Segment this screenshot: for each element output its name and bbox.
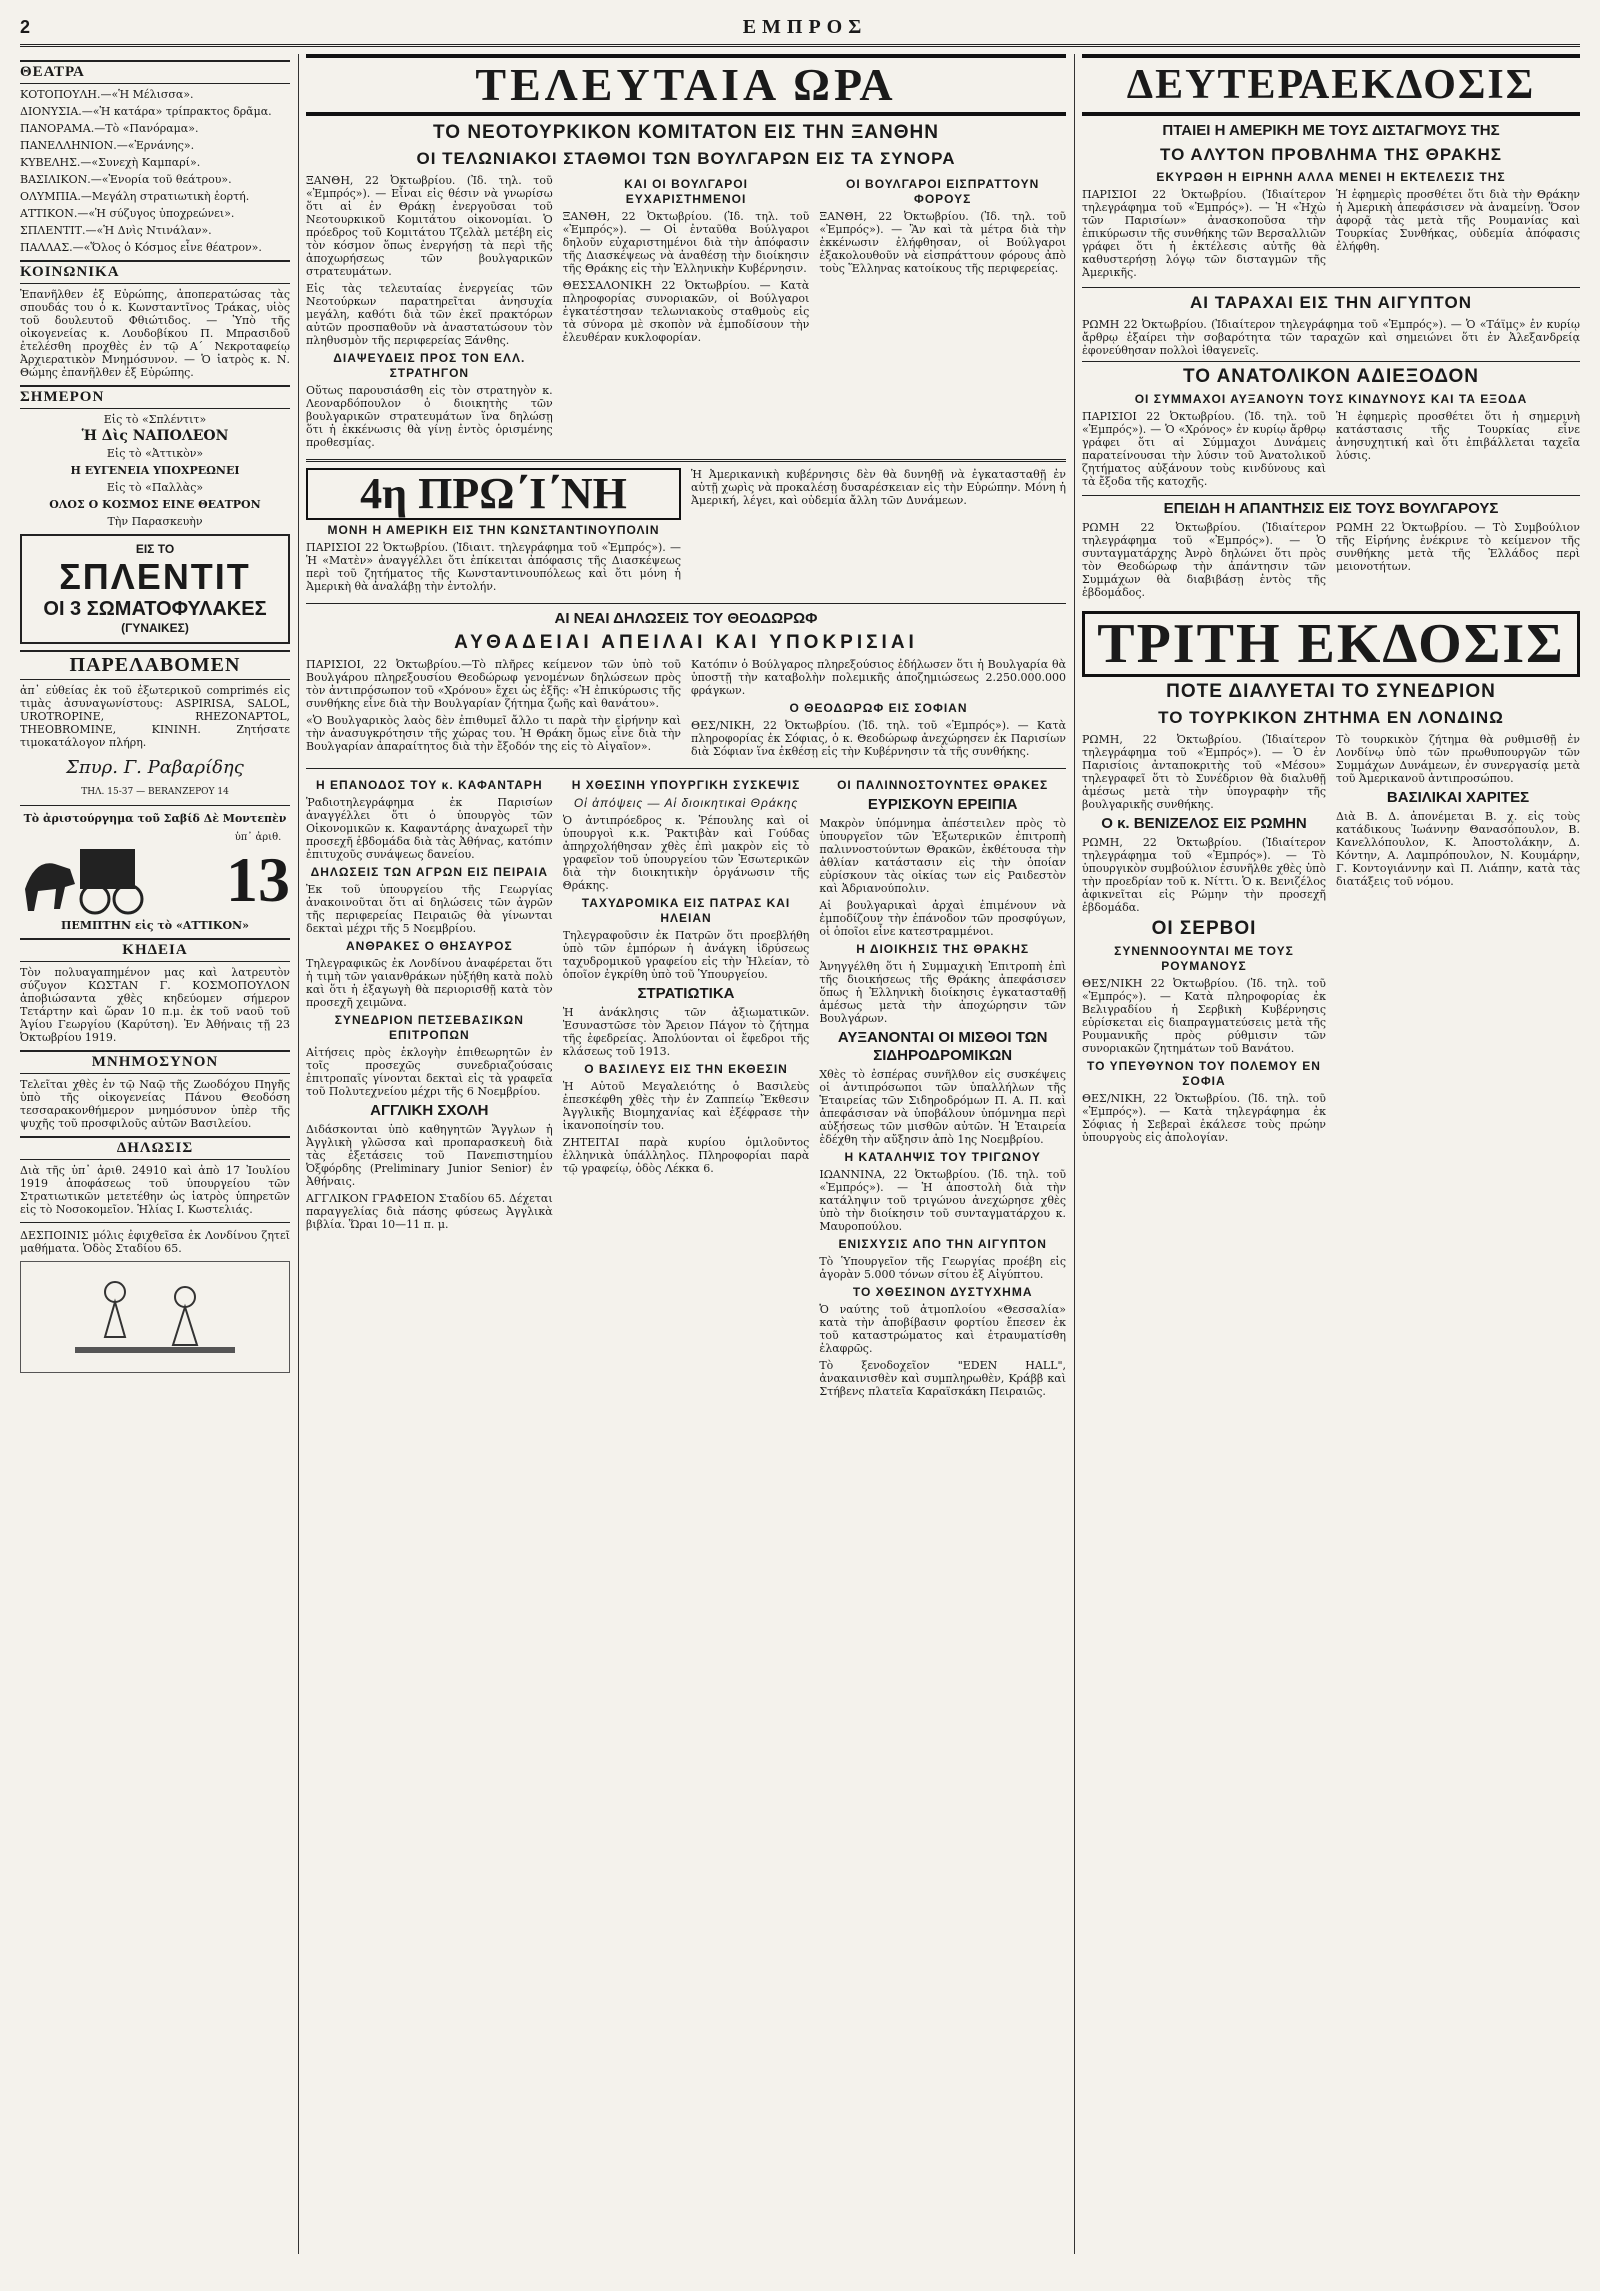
col-a <box>1082 733 1326 1148</box>
morning-block <box>306 468 681 597</box>
royal-pardons-subhead: ΒΑΣΙΛΙΚΑΙ ΧΑΡΙΤΕΣ <box>1386 789 1530 806</box>
paragraph: Τηλεγραφοῦσιν ἐκ Πατρῶν ὅτι προεβλήθη ὑπὸ τῶν ἐμπόρων ἡ ἀνάγκη ἱδρύσεως ταχυδρομικοῦ γραφείου εἰς τὴν Ἠλείαν, τὸ ὁποῖον ἐγκρίθη ὑπὸ τοῦ Ὑπουργείου. <box>562 929 810 981</box>
paragraph: ΘΕΣ/ΝΙΚΗ, 22 Ὀκτωβρίου. (Ἰδ. τηλ. τοῦ «Ἐμπρός»). — Κατὰ πληροφορίας ἐκ Σόφιας, ὁ κ. Θεοδώρωφ ἀνεχώρησεν ἐκ Παρισίων διὰ Σόφιαν ἵνα ἐκθέσῃ εἰς τὴν Κυβέρνησιν τὰ τῆς συνθήκης. <box>691 719 1066 758</box>
paragraph: ΘΕΣ/ΝΙΚΗ 22 Ὀκτωβρίου. (Ἰδ. τηλ. τοῦ «Ἐμπρός»). — Κατὰ πληροφορίας ἐκ Βελιγραδίου ἡ Σερβικὴ Κυβέρνησις εὑρίσκεται εἰς διαπραγματεύσεις μετὰ τῆς Ρουμανικῆς πρὸς ρύθμισιν τῶν συνοριακῶν ζητημάτων τοῦ Βανάτου. <box>1082 977 1326 1055</box>
theodorov-title: ΑΙ ΝΕΑΙ ΔΗΛΩΣΕΙΣ ΤΟΥ ΘΕΟΔΩΡΩΦ <box>554 610 818 627</box>
paragraph: ΠΑΡΙΣΙΟΙ 22 Ὀκτωβρίου. (Ἰδ. τηλ. τοῦ «Ἐμπρός»). — Ὁ «Χρόνος» ἐν κυρίῳ ἄρθρῳ γράφει ὅτι αἱ Σύμμαχοι Δυνάμεις παρατείνουσαι τὴν λύσιν τοῦ Ἀνατολικοῦ ζητήματος αὐξάνουν τοὺς κινδύνους καὶ τὰ ἔξοδα τῆς κατοχῆς. <box>1082 410 1326 488</box>
east-body <box>1082 410 1580 492</box>
paragraph: ΠΑΡΙΣΙΟΙ, 22 Ὀκτωβρίου.—Τὸ πλῆρες κείμενον τῶν ὑπὸ τοῦ Βουλγάρου πληρεξουσίου Θεοδώρωφ γενομένων δηλώσεων πρὸς τὸν ἀντιπρόσωπον τοῦ «Χρόνου» ἔχει ὡς ἑξῆς: «Ἡ ἐπικύρωσις τῆς συνθήκης εἶνε διὰ τὴν Βουλγαρίαν ζήτημα ζωῆς καὶ θανάτου». <box>306 658 681 710</box>
reply-subhead: ΕΠΕΙΔΗ Η ΑΠΑΝΤΗΣΙΣ ΕΙΣ ΤΟΥΣ ΒΟΥΛΓΑΡΟΥΣ <box>1082 495 1580 518</box>
paragraph: Οὕτως παρουσιάσθη εἰς τὸν στρατηγὸν κ. Λεοναρδόπουλον ὁ διοικητὴς τῶν βουλγαρικῶν στρατευμάτων ἵνα δηλώσῃ ὅτι ἡ ἐκκένωσις θὰ γίνῃ ἐντὸς ὁρισμένης προθεσμίας. <box>306 384 553 449</box>
accident-subhead: ΤΟ ΧΘΕΣΙΝΟΝ ΔΥΣΤΥΧΗΜΑ <box>852 1285 1033 1299</box>
theatres-title: ΘΕΑΤΡΑ <box>20 60 290 84</box>
paragraph: ΡΩΜΗ 22 Ὀκτωβρίου. (Ἰδιαίτερον τηλεγράφημα τοῦ «Ἐμπρός»). — Ὁ συνταγματάρχης Ἀνρὸ δηλώνει ὅτι πρὸς τὸν Θεοδώρωφ τὴν ἀπάντησιν τῶν Συμμάχων θὰ διαβιβάσῃ ἐντὸς τῆς ἑβδομάδος. <box>1082 521 1326 599</box>
kafantaris-subhead: Η ΕΠΑΝΟΔΟΣ ΤΟΥ κ. ΚΑΦΑΝΤΑΡΗ <box>316 778 543 792</box>
col-b <box>691 658 1066 762</box>
king-exhibition-subhead: Ο ΒΑΣΙΛΕΥΣ ΕΙΣ ΤΗΝ ΕΚΘΕΣΙΝ <box>584 1062 788 1076</box>
theatre-line: ΚΥΒΕΛΗΣ.—«Συνεχὴ Καμπαρί». <box>20 156 201 169</box>
theatre-line: ΚΟΤΟΠΟΥΛΗ.—«Ἡ Μέλισσα». <box>20 88 194 101</box>
social-text: Ἐπανῆλθεν ἐξ Εὐρώπης, ἀποπερατώσας τὰς σπουδάς του ὁ κ. Κωνσταντῖνος Τράκας, υἱὸς τοῦ δουλευτοῦ Φθιώτιδος. — Ὑπὸ τῆς οἰκογενείας κ. Λουδοβίκου Π. Μπρασιδοῦ ἐτελέσθη προχθὲς ἐν τῷ Α΄ Νεκροταφείῳ Ἀρχιερατικὸν Μνημόσυνον. — Ὁ ἰατρὸς κ. Ν. Θώμης ἐπανῆλθεν ἐξ Εὐρώπης. <box>20 288 290 379</box>
paragraph: Τὸ Ὑπουργεῖον τῆς Γεωργίας προέβη εἰς ἀγορὰν 5.000 τόνων σίτου ἐξ Αἰγύπτου. <box>819 1255 1066 1281</box>
divider <box>306 603 1066 604</box>
divider <box>306 768 1066 769</box>
paragraph: Ὁ ναύτης τοῦ ἀτμοπλοίου «Θεσσαλία» κατὰ τὴν ἀποβίβασιν φορτίου ἔπεσεν ἐκ τοῦ καταστρώματος καὶ ἐτραυματίσθη ἐλαφρῶς. <box>819 1303 1066 1355</box>
thrace-admin-subhead: Η ΔΙΟΙΚΗΣΙΣ ΤΗΣ ΘΡΑΚΗΣ <box>856 942 1030 956</box>
egypt-aid-subhead: ΕΝΙΣΧΥΣΙΣ ΑΠΟ ΤΗΝ ΑΙΓΥΠΤΟΝ <box>838 1237 1047 1251</box>
paragraph: Ὁ ἀντιπρόεδρος κ. Ῥέπουλης καὶ οἱ ὑπουργοὶ κ.κ. Ῥακτιβὰν καὶ Γούδας ἀπηρχολήθησαν χθὲς ἐπὶ μακρὸν εἰς τὸ γραφεῖον τοῦ ὑπουργείου τῶν Ἐσωτερικῶν διὰ τὴν διοικητικὴν ὀργάνωσιν τῆς Θράκης. <box>562 814 810 892</box>
morning-row <box>306 468 1066 597</box>
turkish-question-subhead: ΤΟ ΤΟΥΡΚΙΚΟΝ ΖΗΤΗΜΑ ΕΝ ΛΟΝΔΙΝΩ <box>1158 708 1504 727</box>
attikon-line: ΠΕΜΠΤΗΝ εἰς τὸ «ΑΤΤΙΚΟΝ» <box>61 919 249 932</box>
paragraph: Χθὲς τὸ ἐσπέρας συνῆλθον εἰς συσκέψεις οἱ ἀντιπρόσωποι τῶν ὑπαλλήλων τῆς Ἑταιρείας τῶν Σιδηροδρόμων Π. Α. Π. καὶ ἀπεφάσισαν νὰ ὑποβάλουν ὑπόμνημα περὶ αὐξήσεως τῶν μισθῶν αὐτῶν. Ἡ Ἑταιρεία ἐδέχθη τὴν αὔξησιν ἀπὸ 1ης Νοεμβρίου. <box>819 1068 1066 1146</box>
splendid-big: ΣΠΛΕΝΤΙΤ <box>59 556 251 597</box>
third-edition-headline: ΤΡΙΤΗ ΕΚΔΟΣΙΣ <box>1082 611 1580 677</box>
left-column <box>20 54 290 2274</box>
morning-cont <box>691 468 1066 597</box>
paragraph: ΘΕΣΣΑΛΟΝΙΚΗ 22 Ὀκτωβρίου. — Κατὰ πληροφορίας συνοριακῶν, οἱ Βούλγαροι ἐγκατέστησαν τελωνιακοὺς σταθμοὺς εἰς τὰ σύνορα μὲ σκοπὸν νὰ ἐμποδίσουν τὴν ἐλευθέραν κυκλοφορίαν. <box>562 279 810 344</box>
committee-subhead: ΣΥΝΕΔΡΙΟΝ ΠΕΤΣΕΒΑΣΙΚΩΝ ΕΠΙΤΡΟΠΩΝ <box>334 1013 524 1042</box>
paragraph: Διδάσκονται ὑπὸ καθηγητῶν Ἄγγλων ἡ Ἀγγλικὴ γλῶσσα καὶ προπαρασκευὴ διὰ τὰς ἐξετάσεις τοῦ Πανεπιστημίου Ὀξφόρδης (Preliminary Junior Senior) ἐν Ἀθήναις. <box>306 1123 553 1188</box>
splendid-ad <box>20 534 290 644</box>
third-body <box>1082 733 1580 1148</box>
newspaper-name: ΕΜΠΡΟΣ <box>742 15 868 38</box>
theatre-line: ΣΠΛΕΝΤΙΤ.—«Ἡ Δνὶς Ντινάλαν». <box>20 224 212 237</box>
today-line: Εἰς τὸ «Ἀττικὸν» <box>106 447 204 460</box>
wire-subhead: ΔΙΑΨΕΥΔΕΙΣ ΠΡΟΣ ΤΟΝ ΕΛΛ. ΣΤΡΑΤΗΓΟΝ <box>333 351 526 380</box>
paragraph: ΖΗΤΕΙΤΑΙ παρὰ κυρίου ὁμιλοῦντος ἑλληνικὰ ὑπάλληλος. Πληροφορίαι παρὰ τῷ γραφείῳ, ὁδὸς Λέκκα 6. <box>562 1136 810 1175</box>
paragraph: Τὸ ξενοδοχεῖον "EDEN HALL", ἀνακαινισθὲν καὶ συμπληρωθὲν, Κράββ καὶ Στήβενς πλατεῖα Καραϊσκάκη Πειραιῶς. <box>819 1359 1066 1398</box>
theatre-line: ΠΑΛΛΑΣ.—«Ὅλος ὁ Κόσμος εἶνε θέατρον». <box>20 241 262 254</box>
triangle-subhead: Η ΚΑΤΑΛΗΨΙΣ ΤΟΥ ΤΡΙΓΩΝΟΥ <box>844 1150 1041 1164</box>
paragraph: Ἡ ἐφημερὶς προσθέτει ὅτι διὰ τὴν Θράκην ἡ Ἀμερικὴ ἀπεφάσισεν νὰ ἀναμείνῃ. Ὅσον ἀφορᾷ τὰς μετὰ τῆς Ρουμανίας καὶ Τουρκίας Συνθήκας, οὐδεμία ἀπόφασις ἐλήφθη. <box>1336 188 1580 253</box>
customs-subhead: ΟΙ ΤΕΛΩΝΙΑΚΟΙ ΣΤΑΘΜΟΙ ΤΩΝ ΒΟΥΛΓΑΡΩΝ ΕΙΣ ΤΑ ΣΥΝΟΡΑ <box>416 149 956 168</box>
paragraph: ΞΑΝΘΗ, 22 Ὀκτωβρίου. (Ἰδ. τηλ. τοῦ «Ἐμπρός»). — Εἶναι εἰς θέσιν νὰ γνωρίσω ὅτι αἱ ἐν Θράκῃ ἐνεργοῦσαι τοῦ Νεοτουρκικοῦ Κομιτάτου οἰκονομίαι. Ὁ πρόεδρος τοῦ Κομιτάτου Τζελὰλ μετέβη εἰς τὸν κόσμον ὅπως ἐνεργήσῃ τὰ περὶ τῆς ἀποχωρήσεως τῶν βουλγαρικῶν στρατευμάτων. <box>306 174 553 278</box>
paragraph: ΙΩΑΝΝΙΝΑ, 22 Ὀκτωβρίου. (Ἰδ. τηλ. τοῦ «Ἐμπρός»). — Ἡ ἀποστολὴ διὰ τὴν κατάληψιν τοῦ τριγώνου ἀνεχώρησε χθὲς ὑπὸ τὴν διοίκησιν τοῦ συνταγματάρχου κ. Μαυροπούλου. <box>819 1168 1066 1233</box>
number-caption: ὑπ᾽ ἀριθ. <box>234 831 282 843</box>
theodorov-sofia-subhead: Ο ΘΕΟΔΩΡΩΦ ΕΙΣ ΣΟΦΙΑΝ <box>789 701 968 715</box>
english-school-subhead: ΑΓΓΛΙΚΗ ΣΧΟΛΗ <box>370 1102 489 1119</box>
eastern-deadlock-subhead: ΤΟ ΑΝΑΤΟΛΙΚΟΝ ΑΔΙΕΞΟΔΟΝ <box>1082 361 1580 388</box>
cabinet-sub: Οἱ ἀπόψεις — Αἱ διοικητικαὶ Θράκης <box>573 796 799 810</box>
paragraph: Ἡ ἀνάκλησις τῶν ἀξιωματικῶν. Ἐσυναστῶσε τὸν Ἄρειον Πάγον τὸ ζήτημα τῆς ἐφεδρείας. Ἀπολύονται οἱ ἔφεδροι τῆς κλάσεως τοῦ 1913. <box>562 1006 810 1058</box>
last-hour-headline: ΤΕΛΕΥΤΑΙΑ ΩΡΑ <box>306 54 1066 116</box>
children-drawing-icon <box>55 1267 255 1367</box>
memorial-text: Τελεῖται χθὲς ἐν τῷ Ναῷ τῆς Ζωοδόχου Πηγῆς ὑπὸ τῆς οἰκογενείας Πάνου Θεοδόση τεσσαρακονθήμερον μνημόσυνον ὑπὲρ τῆς ψυχῆς τοῦ προσφιλοῦς αὐτῶν Βασιλείου. <box>20 1078 290 1130</box>
venizelos-subhead: Ο κ. ΒΕΝΙΖΕΛΟΣ ΕΙΣ ΡΩΜΗΝ <box>1101 815 1307 832</box>
paragraph: Ἡ Ἀμερικανικὴ κυβέρνησις δὲν θὰ δυνηθῇ νὰ ἐγκατασταθῇ ἐν αὐτῇ χωρὶς νὰ προκαλέσῃ δυσαρέσκειαν εἰς τὴν Εὐρώπην. Μόνη ἡ Ἀμερική, λέγει, καὶ οὐδεμία ἄλλη τῶν Δυνάμεων. <box>691 468 1066 507</box>
theatre-line: ΒΑΣΙΛΙΚΟΝ.—«Ἐνορία τοῦ θεάτρου». <box>20 173 232 186</box>
paragraph: Εἰς τὰς τελευταίας ἐνεργείας τῶν Νεοτούρκων παρατηρεῖται ἀνησυχία μεγάλη, καθότι διὰ τῶν ἐκεῖ πρακτόρων αὐτῶν προσπαθοῦν νὰ ἀναστατώσουν τὸν πληθυσμὸν τῆς περιφερείας Ξάνθης. <box>306 282 553 347</box>
horse-carriage-icon <box>20 829 150 919</box>
paragraph: Αἰτήσεις πρὸς ἐκλογὴν ἐπιθεωρητῶν ἐν τοῖς προσεχῶς συνεδριαζούσαις ἐπιτροπαῖς γίνονται δεκταὶ εἰς τὰ γραφεῖα τοῦ Πολυτεχνείου μέχρι τῆς 6 Νοεμβρίου. <box>306 1046 553 1098</box>
funeral-title: ΚΗΔΕΙΑ <box>20 938 290 962</box>
center-column <box>306 54 1066 2274</box>
theatre-line: ΠΑΝΟΡΑΜΑ.—Τὸ «Πανόραμα». <box>20 122 199 135</box>
military-subhead: ΣΤΡΑΤΙΩΤΙΚΑ <box>637 985 735 1002</box>
children-illustration <box>20 1261 290 1373</box>
paragraph: ΡΩΜΗ 22 Ὀκτωβρίου. (Ἰδιαίτερον τηλεγράφημα τοῦ «Ἐμπρός»). — Ὁ «Τάϊμς» ἐν κυρίῳ ἄρθρῳ ἐξαίρει τὴν σοβαρότητα τῶν ταραχῶν καὶ σημειώνει ὅτι ἐν Ἀλεξανδρείᾳ ἐφονεύθησαν πολλοὶ ἰθαγενεῖς. <box>1082 318 1580 357</box>
post-subhead: ΤΑΧΥΔΡΟΜΙΚΑ ΕΙΣ ΠΑΤΡΑΣ ΚΑΙ ΗΛΕΙΑΝ <box>581 896 791 925</box>
signature-address: ΤΗΛ. 15-37 — BERANZΕΡΟΥ 14 <box>81 787 229 797</box>
col-b <box>1336 521 1580 603</box>
column-rule <box>1074 54 1075 2254</box>
number-block <box>226 832 290 917</box>
col-b <box>563 174 810 453</box>
theatre-line: ΠΑΝΕΛΛΗΝΙΟΝ.—«Ἐρνάνης». <box>20 139 195 152</box>
col-a <box>306 174 553 453</box>
col-a <box>1082 410 1326 492</box>
serbs-romanians-subhead: ΣΥΝΕΝΝΟΟΥΝΤΑΙ ΜΕ ΤΟΥΣ ΡΟΥΜΑΝΟΥΣ <box>1114 944 1294 973</box>
paragraph: Τὸ τουρκικὸν ζήτημα θὰ ρυθμισθῇ ἐν Λονδίνῳ ὑπὸ τῶν πρωθυπουργῶν τῶν Συμμάχων Δυνάμεων, ἐν συνεργασίᾳ μετὰ τοῦ Ἀμερικανοῦ ἀντιπροσώπου. <box>1336 733 1580 785</box>
cabinet-subhead: Η ΧΘΕΣΙΝΗ ΥΠΟΥΡΓΙΚΗ ΣΥΣΚΕΨΙΣ <box>571 778 801 792</box>
pharm-text: ἀπ᾽ εὐθείας ἐκ τοῦ ἐξωτερικοῦ comprimés εἰς τιμὰς ἀσυναγωνίστους: ASPIRISA, SALOL, UROTROPINE, RHEZONAPTOL, THEOBROMINE, KININH. Ζητήσατε τιμοκατάλογον πλήρη. <box>20 684 290 749</box>
carriage-ad <box>20 829 290 919</box>
congress-subhead: ΠΟΤΕ ΔΙΑΛΥΕΤΑΙ ΤΟ ΣΥΝΕΔΡΙΟΝ <box>1166 681 1496 702</box>
war-responsibility-subhead: ΤΟ ΥΠΕΥΘΥΝΟΝ ΤΟΥ ΠΟΛΕΜΟΥ ΕΝ ΣΟΦΙΑ <box>1087 1059 1321 1088</box>
social-title: ΚΟΙΝΩΝΙΚΑ <box>20 260 290 284</box>
splendid-small: ΕΙΣ ΤΟ <box>135 542 175 556</box>
right-column <box>1082 54 1580 2274</box>
paragraph: ΘΕΣ/ΝΙΚΗ, 22 Ὀκτωβρίου. (Ἰδ. τηλ. τοῦ «Ἐμπρός»). — Κατὰ τηλεγράφημα ἐκ Σόφιας ἡ Σεβεραὶ ἐκάλεσε τοὺς πρώην ὑπουργοὺς εἰς ἀπολογίαν. <box>1082 1092 1326 1144</box>
paragraph: Ἡ Αὐτοῦ Μεγαλειότης ὁ Βασιλεὺς ἐπεσκέφθη χθὲς τὴν ἐν Ζαππείῳ Ἔκθεσιν Ἀγγλικῆς Βιομηχανίας καὶ ἐξέφρασε τὴν ἱκανοποίησίν του. <box>562 1080 810 1132</box>
paragraph: Ῥαδιοτηλεγράφημα ἐκ Παρισίων ἀναγγέλλει ὅτι ὁ ὑπουργὸς τῶν Οἰκονομικῶν κ. Καφαντάρης ἀναχωρεῖ τὴν προσεχῆ ἑβδομάδα διὰ τὰς Ἀθήνας, κατόπιν ἐπιτυχοῦς συνάψεως δανείου. <box>306 796 553 861</box>
today-line: Ἡ Δὶς ΝΑΠΟΛΕΟΝ <box>81 428 229 444</box>
paragraph: ΡΩΜΗ 22 Ὀκτωβρίου. — Τὸ Συμβούλιον τῆς Εἰρήνης ἐνέκρινε τὸ κείμενον τῆς συνθήκης μετὰ τῆς Ἑλλάδος περὶ μειονοτήτων. <box>1336 521 1580 573</box>
theatre-line: ΔΙΟΝΥΣΙΑ.—«Ἡ κατάρα» τρίπρακτος δρᾶμα. <box>20 105 272 118</box>
second-edition-headline: ΔΕΥΤΕΡΑΕΚΔΟΣΙΣ <box>1082 54 1580 116</box>
bulgarians-happy-subhead: ΚΑΙ ΟΙ ΒΟΥΛΓΑΡΟΙ ΕΥΧΑΡΙΣΤΗΜΕΝΟΙ <box>624 177 748 206</box>
today-line: ΟΛΟΣ Ο ΚΟΣΜΟΣ ΕΙΝΕ ΘΕΑΤΡΟΝ <box>49 498 261 511</box>
today-title: ΣΗΜΕΡΟΝ <box>20 385 290 409</box>
second-body <box>1082 188 1580 283</box>
lower-col-c <box>819 775 1066 1402</box>
ruins-subhead: ΕΥΡΙΣΚΟΥΝ ΕΡΕΙΠΙΑ <box>867 796 1018 813</box>
fields-subhead: ΔΗΛΩΣΕΙΣ ΤΩΝ ΑΓΡΩΝ ΕΙΣ ΠΕΙΡΑΙΑ <box>310 865 549 879</box>
paragraph: ΠΑΡΙΣΙΟΙ 22 Ὀκτωβρίου. (Ἰδιαίτερον τηλεγράφημα τοῦ «Ἐμπρός»). — Ἡ «Ἠχὼ τῶν Παρισίων» ἀνασκοποῦσα τὴν ἐπικύρωσιν τῆς συνθήκης τῶν Βερσαλλιῶν γράφει ὅτι ἡ ἐκτέλεσις αὐτῆς θὰ καθυστερήσῃ λόγῳ τῶν δισταγμῶν τῆς Ἀμερικῆς. <box>1082 188 1326 279</box>
paragraph: Ἐκ τοῦ ὑπουργείου τῆς Γεωργίας ἀνακοινοῦται ὅτι αἱ δηλώσεις τῶν ἀγρῶν τῆς περιφερείας Πειραιῶς θὰ γίνωνται δεκταὶ μέχρι τῆς 5 Νοεμβρίου. <box>306 883 553 935</box>
column-rule <box>298 54 299 2254</box>
col-b <box>1336 410 1580 492</box>
newspaper-page <box>20 10 1580 2280</box>
paragraph: Ἀνηγγέλθη ὅτι ἡ Συμμαχικὴ Ἐπιτροπὴ ἐπὶ τῆς διοικήσεως τῆς Θράκης ἀπεφάσισεν ὅπως ἡ Ἑλληνικὴ διοίκησις ἐγκατασταθῇ ἀμέσως μετὰ τὴν ἀποχώρησιν τῶν Βουλγάρων. <box>819 960 1066 1025</box>
paragraph: ΑΓΓΛΙΚΟΝ ΓΡΑΦΕΙΟΝ Σταδίου 65. Δέχεται παραγγελίας διὰ πάσης φύσεως Ἀγγλικὰ βιβλία. Ὥραι 10—11 π. μ. <box>306 1192 553 1231</box>
theodorov-subhead: ΑΥΘΑΔΕΙΑΙ ΑΠΕΙΛΑΙ ΚΑΙ ΥΠΟΚΡΙΣΙΑΙ <box>454 632 918 653</box>
paragraph: Κατόπιν ὁ Βούλγαρος πληρεξούσιος ἐδήλωσεν ὅτι ἡ Βουλγαρία θὰ ὑποστῇ τὴν καταβολὴν πολεμικῆς ἀποζημιώσεως 2.250.000.000 φράγκων. <box>691 658 1066 697</box>
morning-title: 4η ΠΡΩ΄Ι΄ΝΗ <box>306 468 681 520</box>
railway-subhead: ΑΥΞΑΝΟΝΤΑΙ ΟΙ ΜΙΣΘΟΙ ΤΩΝ ΣΙΔΗΡΟΔΡΟΜΙΚΩΝ <box>837 1029 1048 1064</box>
funeral-text: Τὸν πολυαγαπημένον μας καὶ λατρευτὸν σύζυγον ΚΩΣΤΑΝ Γ. ΚΟΣΜΟΠΟΥΛΟΝ ἀποβιώσαντα χθὲς κηδεύομεν σήμερον Τετάρτην καὶ ὥραν 10 π.μ. ἐκ τοῦ ναοῦ τοῦ Ἁγίου Γεωργίου (Καρύτση). Ἐν Ἀθήναις τῇ 23 Ὀκτωβρίου 1919. <box>20 966 290 1044</box>
paragraph: Διὰ Β. Δ. ἀπονέμεται Β. χ. εἰς τοὺς κατάδικους Ἰωάννην Θανασόπουλον, Β. Κανελλόπουλον, Κ. Ἀποστολάκην, Δ. Κόντην, Α. Λαμπρόπουλον, Ν. Κουμάρην, Γ. Κοντογιάννην καὶ Π. Λιάπην, κατὰ τὰς διατάξεις τοῦ νόμου. <box>1336 810 1580 888</box>
lower-col-a <box>306 775 553 1402</box>
lower-center <box>306 775 1066 1402</box>
komitat-subhead: ΤΟ ΝΕΟΤΟΥΡΚΙΚΟΝ ΚΟΜΙΤΑΤΟΝ ΕΙΣ ΤΗΝ ΞΑΝΘΗΝ <box>433 122 939 143</box>
today-line: Η ΕΥΓΕΝΕΙΑ ΥΠΟΧΡΕΩΝΕΙ <box>70 464 240 477</box>
paragraph: ΞΑΝΘΗ, 22 Ὀκτωβρίου. (Ἰδ. τηλ. τοῦ «Ἐμπρός»). — Οἱ ἐνταῦθα Βούλγαροι δηλοῦν εὐχαριστημένοι διὰ τὴν ἀπόφασιν τῆς Διασκέψεως νὰ ἀναθέσῃ τὴν διοίκησιν τῆς Θράκης εἰς τὴν Ἑλληνικὴν Κυβέρνησιν. <box>562 210 810 275</box>
pharm-title: ΠΑΡΕΛΑΒΟΜΕΝ <box>20 650 290 680</box>
big-number: 13 <box>226 843 290 915</box>
paragraph: ΞΑΝΘΗ, 22 Ὀκτωβρίου. (Ἰδ. τηλ. τοῦ «Ἐμπρός»). — Ἂν καὶ τὰ μέτρα διὰ τὴν ἐκκένωσιν ἐλήφθησαν, οἱ Βούλγαροι ἐξακολουθοῦν νὰ εἰσπράττουν φόρους ἀπὸ τοὺς Ἕλληνας κατοίκους τῆς περιφερείας. <box>819 210 1066 275</box>
paragraph: ΡΩΜΗ, 22 Ὀκτωβρίου. (Ἰδιαίτερον τηλεγράφημα τοῦ «Ἐμπρός»). — Τὸ ὑπουργικὸν συμβούλιον ἐσυνῆλθε χθὲς ὑπὸ τὴν προεδρίαν τοῦ κ. Νίττι. Ὁ κ. Βενιζέλος ἀφικνεῖται εἰς Ρώμην τὴν προσεχῆ ἑβδομάδα. <box>1082 836 1326 914</box>
splendid-sub: (ΓΥΝΑΙΚΕΣ) <box>121 621 189 635</box>
theatre-line: ΑΤΤΙΚΟΝ.—«Ἡ σύζυγος ὑποχρεώνει». <box>20 207 235 220</box>
peace-ratified-subhead: ΕΚΥΡΩΘΗ Η ΕΙΡΗΝΗ ΑΛΛΑ ΜΕΝΕΙ Η ΕΚΤΕΛΕΣΙΣ ΤΗΣ <box>1156 170 1506 184</box>
thracians-subhead: ΟΙ ΠΑΛΙΝΝΟΣΤΟΥΝΤΕΣ ΘΡΑΚΕΣ <box>837 778 1049 792</box>
show-promo: Τὸ ἀριστούργημα τοῦ Σαβίδ Δὲ Μοντεπὲν <box>23 812 287 825</box>
today-listing <box>20 413 290 528</box>
today-line: Εἰς τὸ «Σπλέντιτ» <box>103 413 207 426</box>
lady-note: ΔΕΣΠΟΙΝΙΣ μόλις ἐφιχθεῖσα ἐκ Λονδίνου ζητεῖ μαθήματα. Ὁδὸς Σταδίου 65. <box>20 1229 290 1255</box>
page-number: 2 <box>20 16 31 37</box>
theodorov-body <box>306 658 1066 762</box>
lower-col-b <box>563 775 810 1402</box>
memorial-title: ΜΝΗΜΟΣΥΝΟΝ <box>20 1050 290 1074</box>
divider <box>20 805 290 806</box>
divider <box>306 459 1066 462</box>
col-c <box>819 174 1066 453</box>
thrace-problem-subhead: ΤΟ ΑΛΥΤΟΝ ΠΡΟΒΛΗΜΑ ΤΗΣ ΘΡΑΚΗΣ <box>1160 145 1502 164</box>
paragraph: «Ὁ Βουλγαρικὸς λαὸς δὲν ἐπιθυμεῖ ἄλλο τι παρὰ τὴν εἰρήνην καὶ τὴν ἀνασυγκρότησιν τῆς χώρας του. Ἡ Θράκη ὅμως εἶνε διὰ τὴν Βουλγαρίαν ἀπαραίτητος διὰ τὴν ἔξοδόν της εἰς τὸ Αἰγαῖον». <box>306 714 681 753</box>
reply-body <box>1082 521 1580 603</box>
paragraph: Τηλεγραφικῶς ἐκ Λονδίνου ἀναφέρεται ὅτι ἡ τιμὴ τῶν γαιανθράκων ηὐξήθη κατὰ πολὺ καὶ ὅτι ἡ ἐξαγωγὴ θὰ περιορισθῇ κατὰ τὸν προσεχῆ χειμῶνα. <box>306 957 553 1009</box>
paragraph: Ἡ ἐφημερὶς προσθέτει ὅτι ἡ σημερινὴ κατάστασις τῆς Τουρκίας εἶνε ἀνησυχητική καὶ ὅτι ἐπιβάλλεται ταχεῖα λύσις. <box>1336 410 1580 462</box>
col-a <box>306 658 681 762</box>
paragraph: ΡΩΜΗ, 22 Ὀκτωβρίου. (Ἰδιαίτερον τηλεγράφημα τοῦ «Ἐμπρός»). — Ὁ ἐν Παρισίοις ἀνταποκριτὴς τοῦ «Μέσου» τηλεγραφεῖ ὅτι τὸ Συνέδριον θὰ διαλυθῇ ἀμέσως μετὰ τὴν ὑπογραφὴν τῆς βουλγαρικῆς συνθήκης. <box>1082 733 1326 811</box>
paragraph: Αἱ βουλγαρικαὶ ἀρχαὶ ἐπιμένουν νὰ ἐμποδίζουν τὴν ἐπάνοδον τῶν προσφύγων, οἱ ὁποῖοι εἶνε κατεστραμμένοι. <box>819 899 1066 938</box>
notice-title: ΔΗΛΩΣΙΣ <box>20 1136 290 1160</box>
divider <box>20 1222 290 1223</box>
col-a <box>1082 521 1326 603</box>
serbs-subhead: ΟΙ ΣΕΡΒΟΙ <box>1151 918 1257 939</box>
splendid-show: ΟΙ 3 ΣΩΜΑΤΟΦΥΛΑΚΕΣ <box>43 598 267 620</box>
col-b <box>1336 188 1580 283</box>
paragraph: ΠΑΡΙΣΙΟΙ 22 Ὀκτωβρίου. (Ἰδιαιτ. τηλεγράφημα τοῦ «Ἐμπρός»). — Ἡ «Ματὲν» ἀναγγέλλει ὅτι ἐπίκειται ἀπόφασις τῆς Διασκέψεως περὶ τοῦ ζητήματος τῆς Κωνσταντινουπόλεως καὶ ὅτι μόνη ἡ Ἀμερικὴ θὰ ἀναλάβῃ τὴν ἐντολήν. <box>306 541 681 593</box>
col-b <box>1336 733 1580 1148</box>
col-a <box>1082 188 1326 283</box>
today-line: Τὴν Παρασκευὴν <box>107 515 203 528</box>
allies-risks-subhead: ΟΙ ΣΥΜΜΑΧΟΙ ΑΥΞΑΝΟΥΝ ΤΟΥΣ ΚΙΝΔΥΝΟΥΣ ΚΑΙ ΤΑ ΕΞΟΔΑ <box>1134 392 1528 406</box>
america-subhead: ΠΤΑΙΕΙ Η ΑΜΕΡΙΚΗ ΜΕ ΤΟΥΣ ΔΙΣΤΑΓΜΟΥΣ ΤΗΣ <box>1162 122 1500 139</box>
coal-subhead: ΑΝΘΡΑΚΕΣ Ο ΘΗΣΑΥΡΟΣ <box>346 939 513 953</box>
theatre-line: ΟΛΥΜΠΙΑ.—Μεγάλη στρατιωτικὴ ἑορτή. <box>20 190 250 203</box>
taxes-subhead: ΟΙ ΒΟΥΛΓΑΡΟΙ ΕΙΣΠΡΑΤΤΟΥΝ ΦΟΡΟΥΣ <box>846 177 1040 206</box>
notice-text: Διὰ τῆς ὑπ᾽ ἀριθ. 24910 καὶ ἀπὸ 17 Ἰουλίου 1919 ἀποφάσεως τοῦ ὑπουργείου τῶν Στρατιωτικῶν μετετέθην ὡς ἰατρὸς ὑπηρετῶν εἰς τὸ Νοσοκομεῖον. Ἡλίας Ι. Κωστελιάς. <box>20 1164 290 1216</box>
masthead <box>20 10 1580 47</box>
morning-subhead: ΜΟΝΗ Η ΑΜΕΡΙΚΗ ΕΙΣ ΤΗΝ ΚΩΝΣΤΑΝΤΙΝΟΥΠΟΛΙΝ <box>327 523 660 537</box>
last-hour-body <box>306 174 1066 453</box>
paragraph: Μακρὸν ὑπόμνημα ἀπέστειλεν πρὸς τὸ ὑπουργεῖον τῶν Ἐξωτερικῶν ἐπιτροπὴ παλιννοστούντων Θρακῶν, ἐκθέτουσα τὴν ἀθλίαν κατάστασιν εἰς τὴν ὁποίαν εὑρίσκουν τὰς οἰκίας των εἰς Ραιδεστὸν καὶ Ἁδριανούπολιν. <box>819 817 1066 895</box>
egypt-unrest-subhead: ΑΙ ΤΑΡΑΧΑΙ ΕΙΣ ΤΗΝ ΑΙΓΥΠΤΟΝ <box>1082 287 1580 314</box>
today-line: Εἰς τὸ «Παλλὰς» <box>106 481 204 494</box>
signature: Σπυρ. Γ. Ραβαρίδης <box>66 757 244 778</box>
